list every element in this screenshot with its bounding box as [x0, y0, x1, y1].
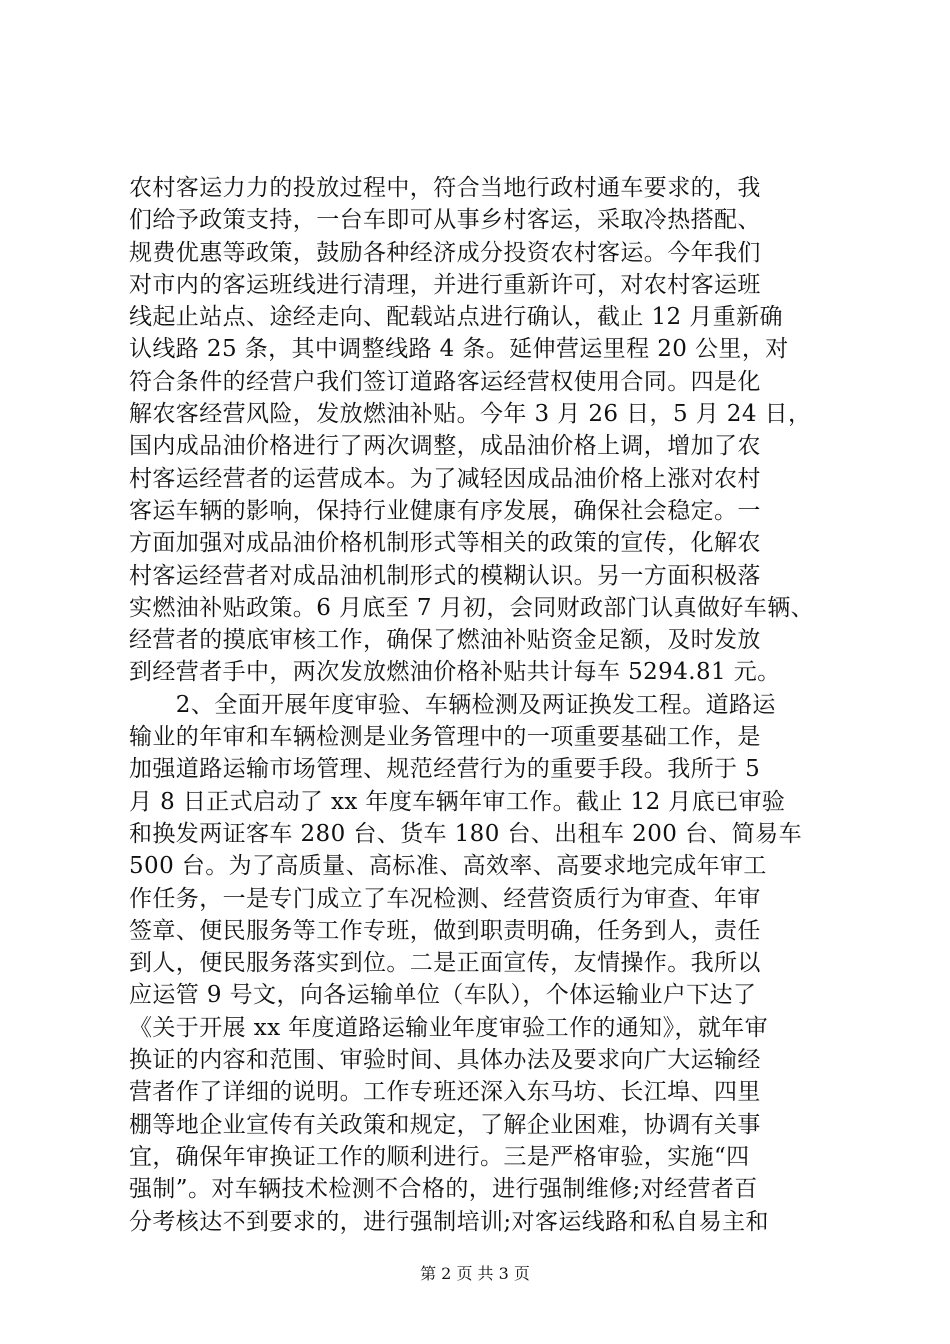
text-line: 500 台。为了高质量、高标准、高效率、高要求地完成年审工 [129, 853, 767, 880]
text-line: 加强道路运输市场管理、规范经营行为的重要手段。我所于 5 [129, 756, 761, 783]
text-line: 符合条件的经营户我们签订道路客运经营权使用合同。四是化 [129, 368, 761, 395]
text-line: 签章、便民服务等工作专班，做到职责明确，任务到人，责任 [129, 917, 761, 944]
text-line: 和换发两证客车 280 台、货车 180 台、出租车 200 台、简易车 [129, 820, 802, 847]
text-line: 《关于开展 xx 年度道路运输业年度审验工作的通知》，就年审 [129, 1014, 769, 1041]
text-line: 客运车辆的影响，保持行业健康有序发展，确保社会稳定。一 [129, 497, 761, 524]
text-line: 输业的年审和车辆检测是业务管理中的一项重要基础工作，是 [129, 724, 761, 751]
text-line: 认线路 25 条，其中调整线路 4 条。延伸营运里程 20 公里，对 [129, 336, 789, 363]
text-line: 国内成品油价格进行了两次调整，成品油价格上调，增加了农 [129, 433, 761, 460]
text-line: 作任务，一是专门成立了车况检测、经营资质行为审查、年审 [129, 885, 761, 912]
text-line: 到经营者手中，两次发放燃油价格补贴共计每车 5294.81 元。 [129, 659, 781, 686]
text-line: 村客运经营者对成品油机制形式的模糊认识。另一方面积极落 [129, 562, 761, 589]
text-line: 农村客运力力的投放过程中，符合当地行政村通车要求的，我 [129, 175, 761, 201]
text-line: 方面加强对成品油价格机制形式等相关的政策的宣传，化解农 [129, 530, 761, 557]
text-line: 强制”。对车辆技术检测不合格的，进行强制维修;对经营者百 [129, 1176, 758, 1203]
text-line: 线起止站点、途经走向、配载站点进行确认，截止 12 月重新确 [129, 304, 783, 331]
text-line: 们给予政策支持，一台车即可从事乡村客运，采取冷热搭配、 [129, 207, 761, 234]
text-line: 规费优惠等政策，鼓励各种经济成分投资农村客运。今年我们 [129, 239, 761, 266]
text-line: 经营者的摸底审核工作，确保了燃油补贴资金足额，及时发放 [129, 627, 761, 654]
text-line: 到人，便民服务落实到位。二是正面宣传，友情操作。我所以 [129, 950, 761, 977]
text-line: 分考核达不到要求的，进行强制培训;对客运线路和私自易主和 [129, 1208, 769, 1235]
text-line: 对市内的客运班线进行清理，并进行重新许可，对农村客运班 [129, 271, 761, 298]
text-line: 村客运经营者的运营成本。为了减轻因成品油价格上涨对农村 [129, 465, 761, 492]
body-text [129, 172, 849, 1238]
text-line: 应运管 9 号文，向各运输单位（车队），个体运输业户下达了 [129, 982, 757, 1009]
text-line: 营者作了详细的说明。工作专班还深入东马坊、长江埠、四里 [129, 1079, 761, 1106]
text-line: 月 8 日正式启动了 xx 年度车辆年审工作。截止 12 月底已审验 [129, 788, 786, 815]
text-line: 换证的内容和范围、审验时间、具体办法及要求向广大运输经 [129, 1047, 761, 1074]
text-line: 宜，确保年审换证工作的顺利进行。三是严格审验，实施“四 [129, 1143, 750, 1170]
text-line: 解农客经营风险，发放燃油补贴。今年 3 月 26 日，5 月 24 日， [129, 401, 812, 428]
text-line: 2、全面开展年度审验、车辆检测及两证换发工程。道路运 [129, 691, 776, 718]
text-line: 棚等地企业宣传有关政策和规定，了解企业困难，协调有关事 [129, 1111, 761, 1138]
page-footer: 第 2 页 共 3 页 [420, 1264, 530, 1283]
text-line: 实燃油补贴政策。6 月底至 7 月初，会同财政部门认真做好车辆、 [129, 594, 814, 621]
